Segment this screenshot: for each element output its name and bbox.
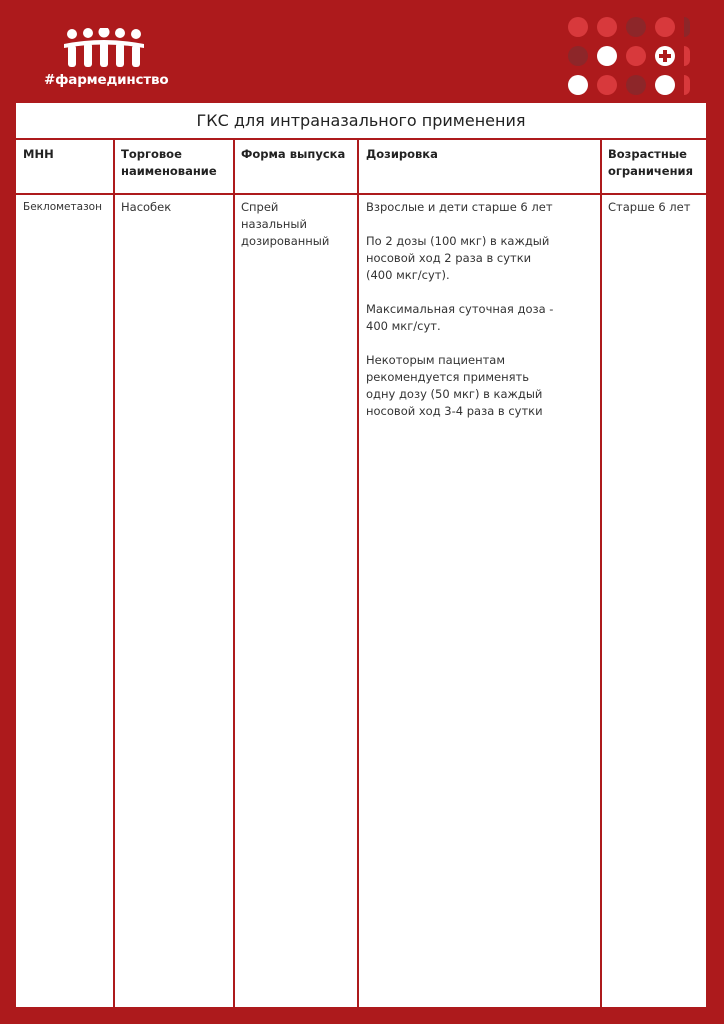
dosage-paragraph: Максимальная суточная доза - 400 мкг/сут. xyxy=(366,302,554,333)
cell-dosage xyxy=(366,199,598,420)
cell-inn: Беклометазон xyxy=(23,201,102,213)
decorative-dots xyxy=(566,15,690,99)
brand-name: #фармединство xyxy=(44,72,169,88)
decor-dot xyxy=(684,75,690,95)
decor-dot xyxy=(568,46,588,66)
header-age: Возрастные ограничения xyxy=(608,147,693,178)
document-sheet xyxy=(16,103,706,1007)
decor-dot xyxy=(568,75,588,95)
decor-dot xyxy=(597,17,617,37)
cell-trade-name: Насобек xyxy=(121,200,172,214)
decor-dot xyxy=(597,75,617,95)
column-divider xyxy=(600,138,602,1007)
header-form: Форма выпуска xyxy=(241,147,346,161)
decor-dot xyxy=(626,17,646,37)
column-divider xyxy=(113,138,115,1007)
header-dosage: Дозировка xyxy=(366,147,438,161)
decor-dot xyxy=(597,46,617,66)
header-trade-name: Торговое наименование xyxy=(121,147,217,178)
cell-age: Старше 6 лет xyxy=(608,200,691,214)
medical-cross-icon xyxy=(655,46,675,66)
decor-dot xyxy=(655,17,675,37)
decor-dot xyxy=(626,46,646,66)
dosage-paragraph: Некоторым пациентам рекомендуется применять одну дозу (50 мкг) в каждый носовой ход 3-4 раза в сутки xyxy=(366,353,543,418)
people-group-icon xyxy=(62,28,146,70)
decor-dot xyxy=(568,17,588,37)
column-divider xyxy=(233,138,235,1007)
header-divider xyxy=(16,193,706,195)
document-title: ГКС для интраназального применения xyxy=(16,103,706,140)
cell-form: Спрей назальный дозированный xyxy=(241,200,330,248)
header-inn: МНН xyxy=(23,147,54,161)
dosage-paragraph: По 2 дозы (100 мкг) в каждый носовой ход 2 раза в сутки (400 мкг/сут). xyxy=(366,234,550,282)
dosage-paragraph: Взрослые и дети старше 6 лет xyxy=(366,200,553,214)
brand-logo xyxy=(44,28,169,92)
decor-dot xyxy=(655,75,675,95)
decor-dot xyxy=(684,17,690,37)
decor-dot xyxy=(626,75,646,95)
column-divider xyxy=(357,138,359,1007)
decor-dot xyxy=(684,46,690,66)
